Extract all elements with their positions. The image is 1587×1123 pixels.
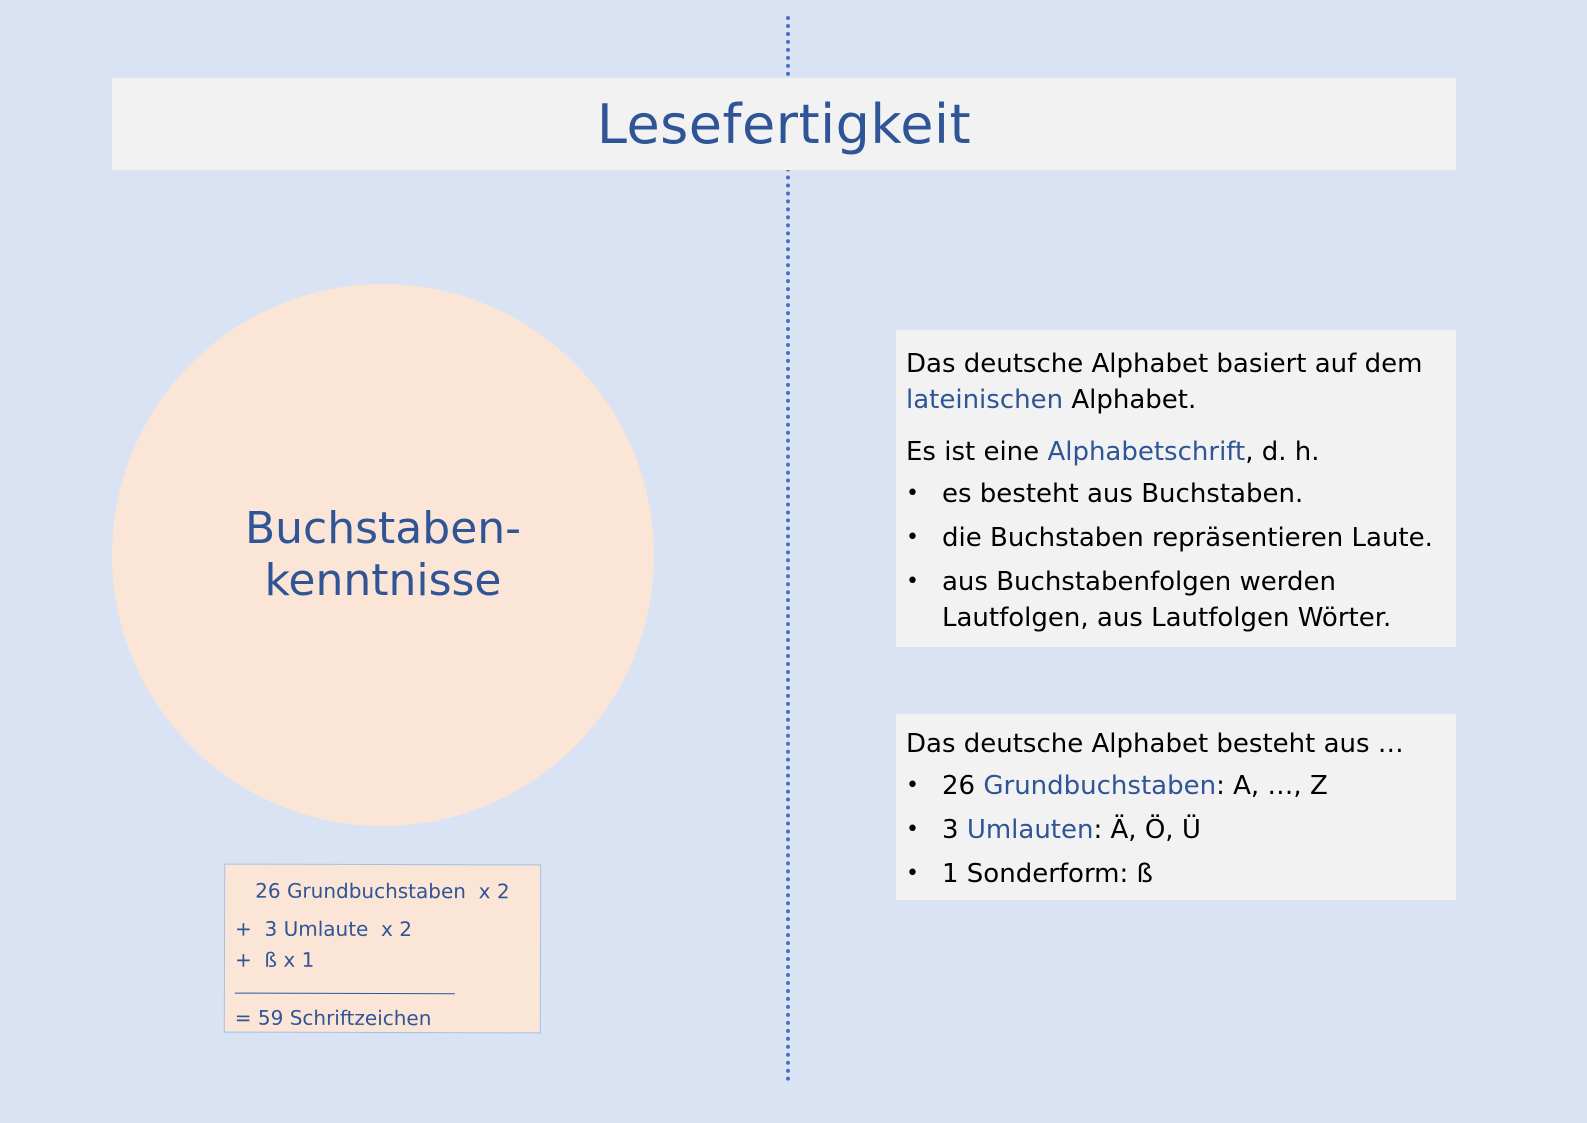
alphabet-info-panel [896,330,1456,647]
list-item: • die Buchstaben repräsentieren Laute. [906,520,1446,556]
topic-circle [112,284,654,826]
circle-label-line1: Buchstaben- [244,503,522,554]
term-umlauten: Umlauten [966,815,1094,845]
composition-intro: Das deutsche Alphabet besteht aus … [906,729,1404,759]
composition-bullets [906,768,1446,892]
list-item [906,768,1446,804]
umlaute-list: : Ä, Ö, Ü [1093,815,1201,845]
basis-text-end: Alphabet. [1063,385,1197,415]
note-line-umlaute: + 3 Umlaute x 2 [235,916,413,942]
count-grundbuchstaben: 26 [942,771,984,801]
term-lateinischen: lateinischen [906,385,1064,415]
alphabet-composition-panel [896,714,1456,900]
note-line-total: = 59 Schriftzeichen [234,1005,432,1031]
list-item [906,812,1446,848]
note-line-sonderform: + ß x 1 [234,947,315,972]
alphabetschrift-text-start: Es ist eine [906,437,1048,467]
alphabetschrift-bullets [906,476,1446,636]
alphabet-basis-text [906,346,1446,418]
count-umlaute: 3 [942,815,967,845]
alphabetschrift-text [906,434,1446,470]
title-bar [112,78,1456,170]
term-grundbuchstaben: Grundbuchstaben [983,771,1217,801]
list-item: • 1 Sonderform: ß [906,856,1446,892]
center-divider [786,16,790,1082]
alphabetschrift-text-end: , d. h. [1245,437,1320,467]
basis-text-start: Das deutsche Alphabet basiert auf dem [906,349,1423,379]
note-line-grundbuchstaben: 26 Grundbuchstaben x 2 [255,878,510,904]
list-item: • es besteht aus Buchstaben. [906,476,1446,512]
term-alphabetschrift: Alphabetschrift [1047,437,1246,467]
page-title: Lesefertigkeit [596,92,972,156]
note-sum-rule [235,993,455,995]
calculation-note [224,864,541,1034]
circle-label [245,503,521,607]
circle-label-line2: kenntnisse [264,555,502,606]
grundbuchstaben-range: : A, …, Z [1216,771,1328,801]
list-item: • aus Buchstabenfolgen werden Lautfolgen, aus Lautfolgen Wörter. [906,564,1446,636]
